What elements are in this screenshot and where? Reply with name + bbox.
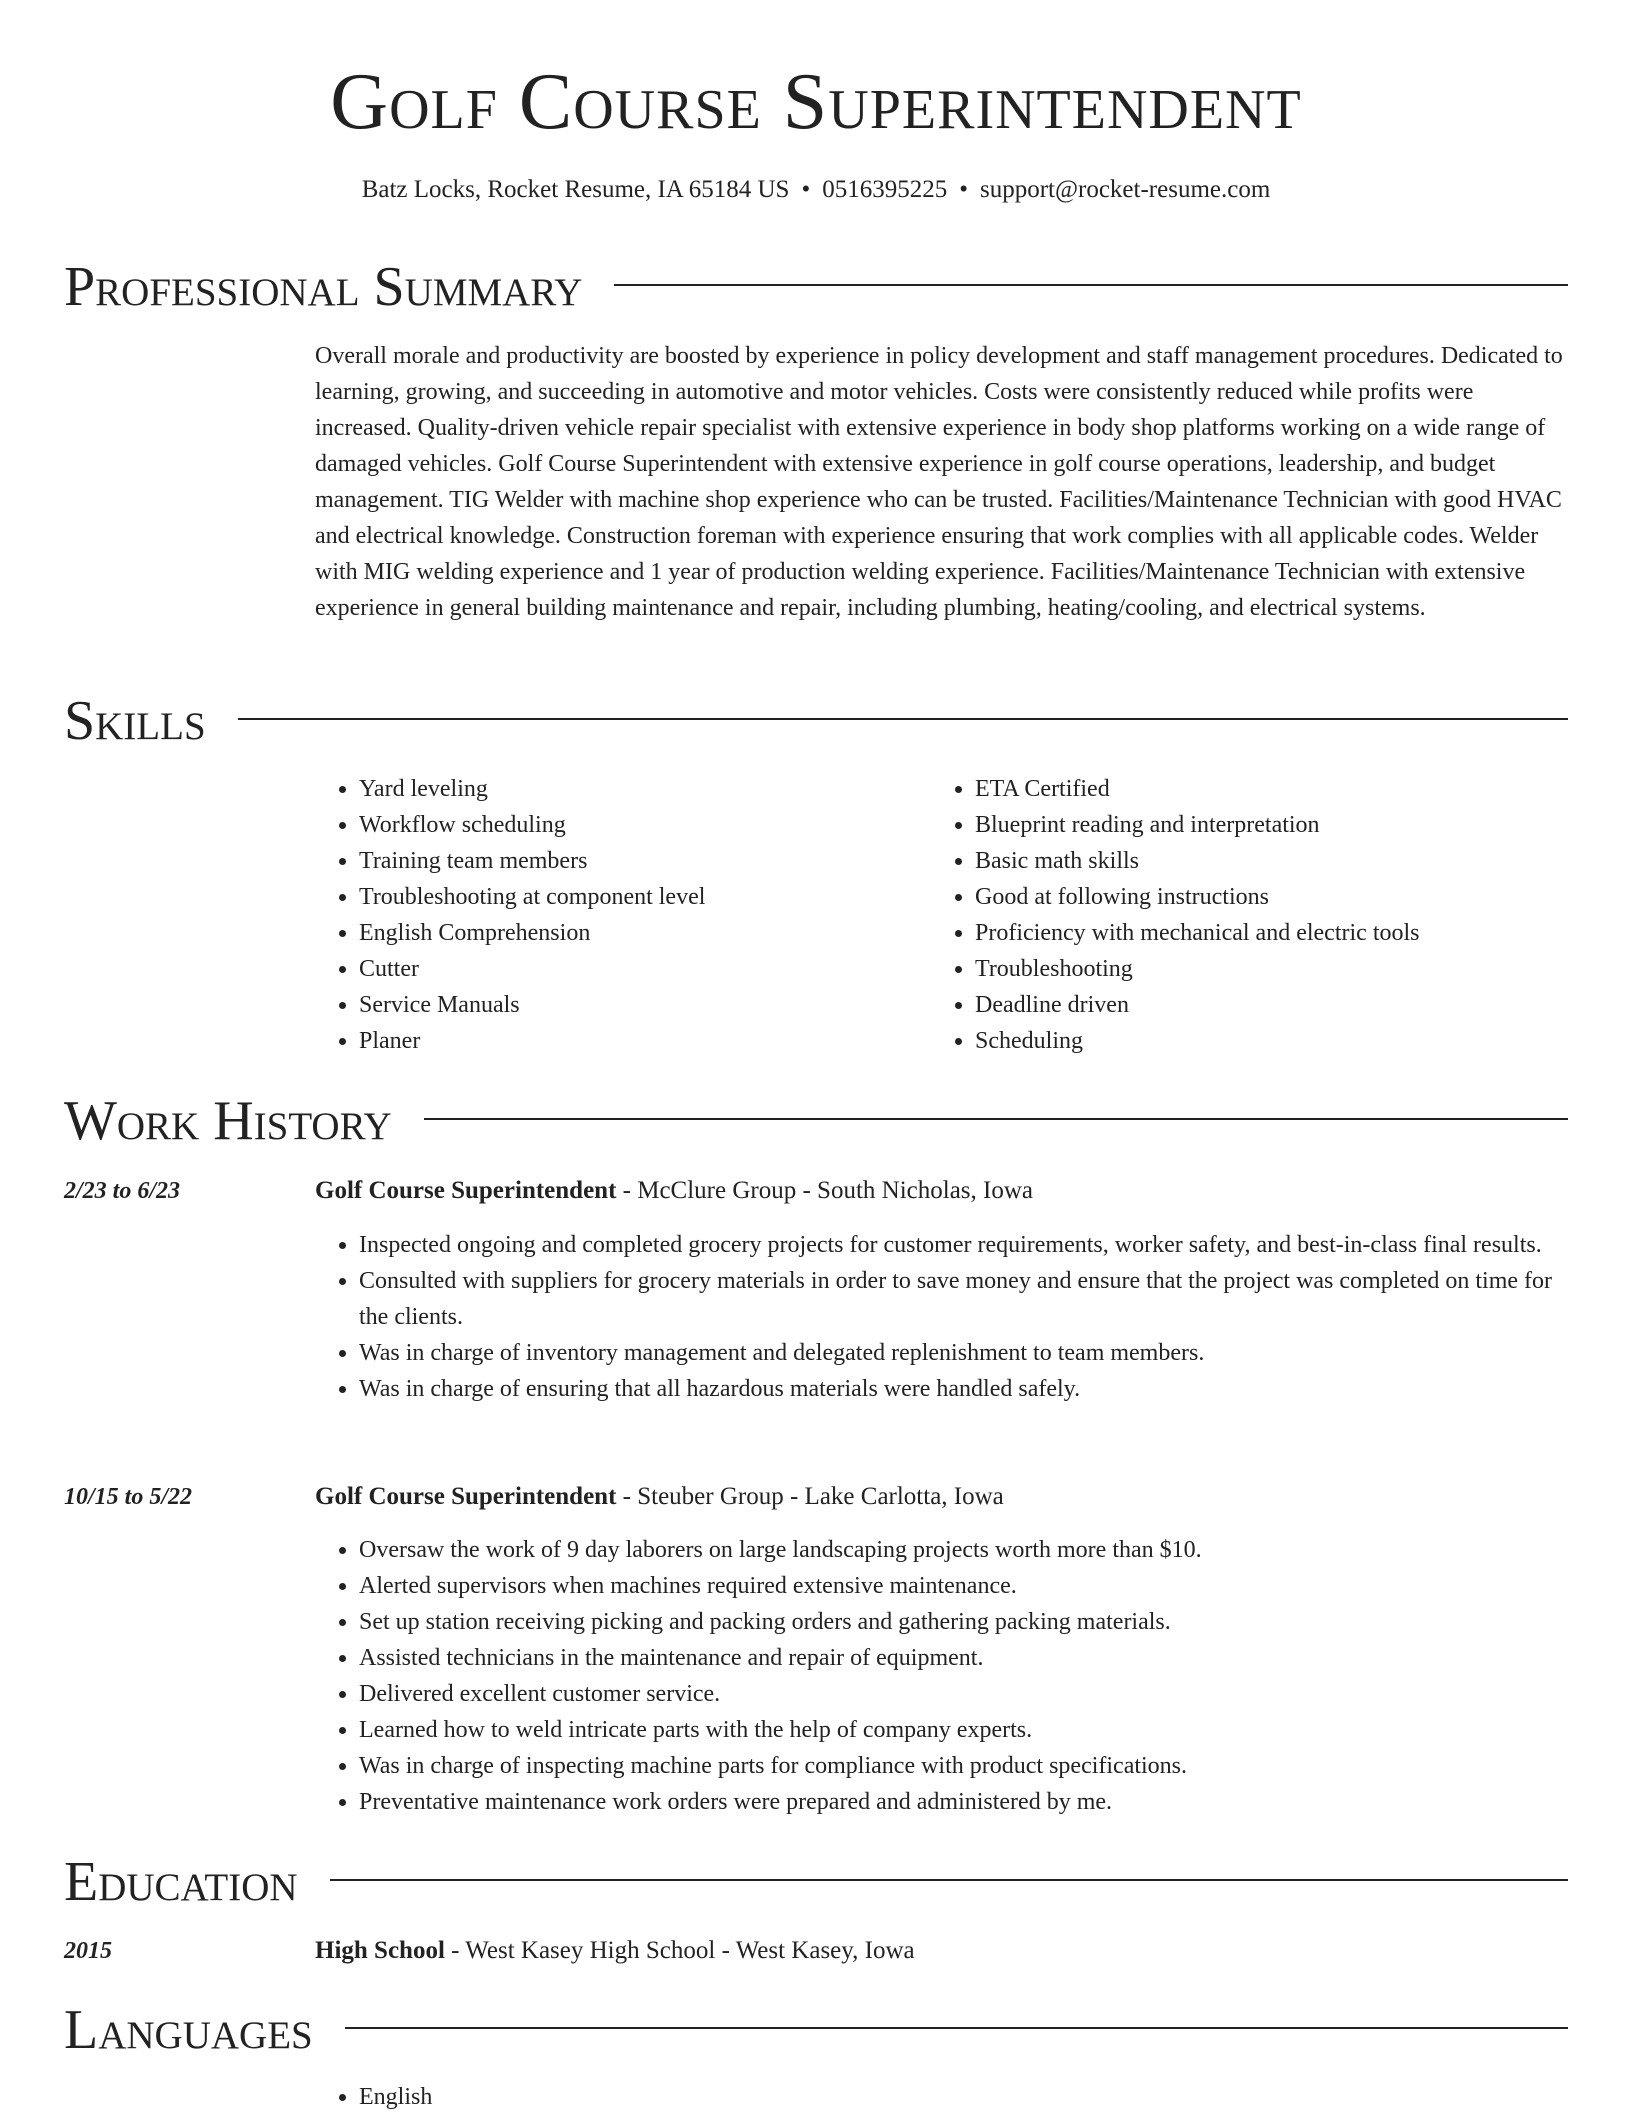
- job-bullet: • Oversaw the work of 9 day laborers on large landscaping projects worth more than $10.: [359, 1532, 1575, 1568]
- skill-item: • English Comprehension: [359, 915, 915, 951]
- job-bullet: • Preventative maintenance work orders were prepared and administered by me.: [359, 1784, 1575, 1820]
- section-divider: [330, 1879, 1568, 1881]
- section-divider: [424, 1118, 1568, 1120]
- job-title: Golf Course Superintendent: [315, 1483, 617, 1510]
- education-line: [315, 1933, 1565, 1969]
- job-bullet: • Learned how to weld intricate parts with the help of company experts.: [359, 1712, 1575, 1748]
- job-bullets: [315, 1532, 1575, 1820]
- job-bullets: [315, 1227, 1575, 1407]
- job-bullet: • Alerted supervisors when machines required extensive maintenance.: [359, 1568, 1575, 1604]
- skill-item: • Scheduling: [975, 1023, 1571, 1059]
- job-bullet: • Assisted technicians in the maintenance and repair of equipment.: [359, 1640, 1575, 1676]
- contact-separator: •: [959, 176, 968, 203]
- candidate-name: Golf Course Superintendent: [330, 58, 1302, 146]
- education-section-title: Education: [64, 1851, 298, 1913]
- summary-section-header: [64, 252, 1568, 322]
- summary-section-title: Professional Summary: [64, 256, 583, 318]
- contact-address: Batz Locks, Rocket Resume, IA 65184 US: [361, 176, 790, 203]
- skill-item: • Service Manuals: [359, 987, 915, 1023]
- contact-email: support@rocket-resume.com: [979, 176, 1271, 203]
- skill-item: • Troubleshooting: [975, 951, 1571, 987]
- job-dates: 10/15 to 5/22: [64, 1484, 193, 1510]
- job-title: Golf Course Superintendent: [315, 1177, 617, 1204]
- job-bullet: • Inspected ongoing and completed grocery projects for customer requirements, worker safety, and best-in-class final results.: [359, 1227, 1575, 1263]
- skill-item: • Proficiency with mechanical and electric tools: [975, 915, 1571, 951]
- job-bullet: • Consulted with suppliers for grocery materials in order to save money and ensure that the project was completed on time for the clients.: [359, 1263, 1575, 1335]
- job-bullet: • Set up station receiving picking and packing orders and gathering packing materials.: [359, 1604, 1575, 1640]
- work-section-header: [64, 1086, 1568, 1156]
- job-bullet: • Was in charge of ensuring that all hazardous materials were handled safely.: [359, 1371, 1575, 1407]
- skill-item: • Deadline driven: [975, 987, 1571, 1023]
- skill-item: • Troubleshooting at component level: [359, 879, 915, 915]
- section-divider: [238, 718, 1568, 720]
- education-year: 2015: [64, 1938, 112, 1964]
- skill-item: • Blueprint reading and interpretation: [975, 807, 1571, 843]
- job-employer: - Steuber Group - Lake Carlotta, Iowa: [616, 1483, 1004, 1510]
- summary-text: Overall morale and productivity are boosted by experience in policy development and staff management procedures. Dedicated to learning, growing, and succeeding in automotive and motor vehicles. Costs were consistently reduced while profits were increased. Quality-driven vehicle repair specialist with extensive experience in body shop platforms working on a wide range of damaged vehicles. Golf Course Superintendent with extensive experience in golf course operations, leadership, and budget management. TIG Welder with machine shop experience who can be trusted. Facilities/Maintenance Technician with good HVAC and electrical knowledge. Construction foreman with experience ensuring that work complies with all applicable codes. Welder with MIG welding experience and 1 year of production welding experience. Facilities/Maintenance Technician with extensive experience in general building maintenance and repair, including plumbing, heating/cooling, and electrical systems.: [315, 343, 1563, 621]
- section-divider: [614, 284, 1568, 286]
- skills-right-column: [931, 771, 1571, 1059]
- skill-item: • Good at following instructions: [975, 879, 1571, 915]
- section-divider: [345, 2027, 1568, 2029]
- languages-section-title: Languages: [64, 1999, 313, 2061]
- contact-separator: •: [801, 176, 811, 203]
- education-degree: High School: [315, 1937, 445, 1964]
- job-title-line: [315, 1479, 1565, 1515]
- skill-item: • ETA Certified: [975, 771, 1571, 807]
- skill-item: • Cutter: [359, 951, 915, 987]
- skills-section-header: [64, 686, 1568, 756]
- job-bullet: • Was in charge of inspecting machine parts for compliance with product specifications.: [359, 1748, 1575, 1784]
- languages-section-header: [64, 1995, 1568, 2065]
- education-section-header: [64, 1847, 1568, 1917]
- skills-section-title: Skills: [64, 690, 206, 752]
- skills-left-column: [315, 771, 915, 1059]
- languages-list: [315, 2079, 915, 2115]
- skill-item: • Basic math skills: [975, 843, 1571, 879]
- job-title-line: [315, 1173, 1565, 1209]
- education-school: - West Kasey High School - West Kasey, Iowa: [444, 1937, 915, 1964]
- skill-item: • Planer: [359, 1023, 915, 1059]
- job-bullet: • Was in charge of inventory management and delegated replenishment to team members.: [359, 1335, 1575, 1371]
- job-employer: - McClure Group - South Nicholas, Iowa: [616, 1177, 1033, 1204]
- skill-item: • Training team members: [359, 843, 915, 879]
- contact-line: [0, 172, 1632, 208]
- skill-item: • Yard leveling: [359, 771, 915, 807]
- job-dates: 2/23 to 6/23: [64, 1178, 181, 1204]
- language-item: • English: [359, 2079, 915, 2115]
- work-section-title: Work History: [64, 1090, 392, 1152]
- contact-phone: 0516395225: [822, 176, 948, 203]
- skill-item: • Workflow scheduling: [359, 807, 915, 843]
- job-bullet: • Delivered excellent customer service.: [359, 1676, 1575, 1712]
